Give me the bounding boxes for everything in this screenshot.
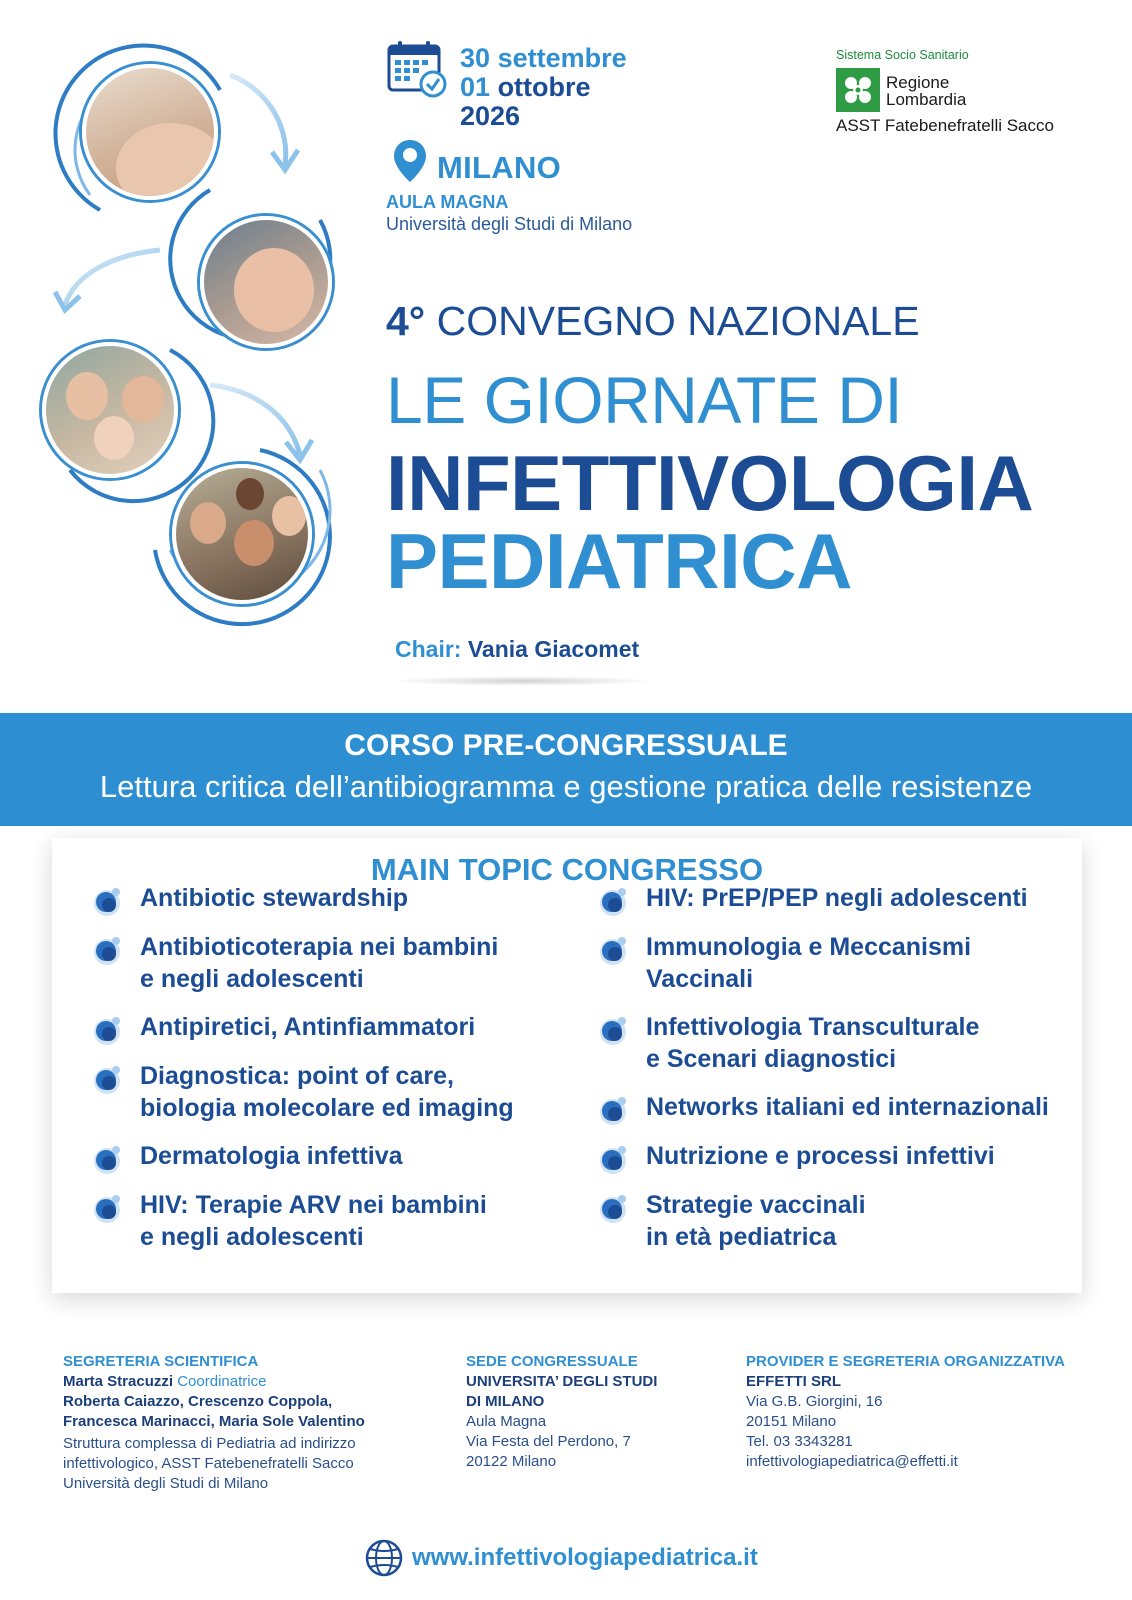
edition-text: CONVEGNO NAZIONALE (436, 298, 920, 344)
system-label: Sistema Socio Sanitario (836, 48, 969, 62)
topics-heading: MAIN TOPIC CONGRESSO (370, 852, 764, 887)
region-line2: Lombardia (886, 90, 967, 109)
topic-item (646, 1189, 866, 1253)
end-day: 01 (460, 72, 491, 102)
topic-item (646, 1140, 995, 1172)
members-line2: Francesca Marinacci, Maria Sole Valentino (63, 1413, 365, 1430)
topic-text: Antibioticoterapia nei bambini e negli adolescenti (140, 933, 499, 993)
topics-card (52, 838, 1082, 1293)
topic-text: Immunologia e Meccanismi Vaccinali (646, 933, 972, 993)
topic-text: Antibiotic stewardship (140, 884, 409, 912)
department-line3: Università degli Studi di Milano (63, 1475, 269, 1492)
topic-text: HIV: Terapie ARV nei bambini e negli adolescenti (140, 1191, 487, 1251)
topic-item (140, 1011, 475, 1043)
bullet-icon (596, 1190, 632, 1226)
bullet-icon (596, 1012, 632, 1048)
location-pin-icon (392, 138, 428, 186)
start-month: settembre (497, 43, 627, 73)
topic-item (140, 1189, 487, 1253)
coordinator-role: Coordinatrice (177, 1373, 267, 1390)
start-day: 30 (460, 43, 491, 73)
chair-line (395, 636, 639, 663)
topic-text: Diagnostica: point of care, biologia molecolare ed imaging (140, 1062, 514, 1122)
regione-lombardia-logo (836, 48, 1096, 138)
venue-city: 20122 Milano (466, 1453, 557, 1470)
topic-item (140, 1060, 514, 1124)
globe-icon (364, 1538, 404, 1578)
chair-label: Chair: (395, 636, 462, 662)
provider-name: EFFETTI SRL (746, 1373, 841, 1390)
venue-hall-footer: Aula Magna (466, 1413, 547, 1430)
venue-heading: SEDE CONGRESSUALE (466, 1353, 638, 1370)
lombardia-rose-icon (836, 68, 880, 112)
venue-name-line2: DI MILANO (466, 1393, 545, 1410)
topic-item (140, 1140, 403, 1172)
asst-name: ASST Fatebenefratelli Sacco (836, 116, 1054, 135)
bullet-icon (90, 883, 126, 919)
topic-text: Networks italiani ed internazionali (646, 1093, 1049, 1121)
venue-name-line1: UNIVERSITA’ DEGLI STUDI (466, 1373, 658, 1390)
bullet-icon (90, 1012, 126, 1048)
provider-heading: PROVIDER E SEGRETERIA ORGANIZZATIVA (746, 1353, 1065, 1370)
topic-text: Antipiretici, Antinfiammatori (140, 1013, 476, 1041)
pregnancy-photo (82, 64, 218, 200)
topic-text: Dermatologia infettiva (140, 1142, 403, 1170)
bullet-icon (90, 1190, 126, 1226)
bullet-icon (90, 1141, 126, 1177)
bullet-icon (596, 932, 632, 968)
venue-hall: AULA MAGNA (386, 192, 509, 212)
topic-text: Infettivologia Transculturale e Scenari diagnostici (646, 1013, 980, 1073)
teenagers-photo (172, 464, 312, 604)
scientific-heading: SEGRETERIA SCIENTIFICA (63, 1353, 259, 1370)
edition-number: 4° (386, 298, 426, 344)
title-line2: INFETTIVOLOGIA (386, 439, 1034, 527)
topic-item (646, 931, 971, 995)
newborn-photo (200, 216, 332, 348)
coordinator-name: Marta Stracuzzi (63, 1373, 174, 1390)
pre-course-subtitle: Lettura critica dell’antibiogramma e gestione pratica delle resistenze (99, 769, 1033, 804)
topic-text: Strategie vaccinali in età pediatrica (646, 1191, 866, 1251)
region-line1: Regione (886, 73, 950, 92)
pre-course-banner (0, 713, 1132, 826)
venue-university: Università degli Studi di Milano (386, 214, 633, 234)
topic-item (646, 882, 1028, 914)
provider-phone: Tel. 03 3343281 (746, 1433, 853, 1450)
end-month: ottobre (497, 72, 591, 102)
title-line3: PEDIATRICA (386, 517, 852, 605)
venue-address: Via Festa del Perdono, 7 (466, 1433, 631, 1450)
pre-course-heading: CORSO PRE-CONGRESSUALE (344, 729, 788, 762)
provider-address: Via G.B. Giorgini, 16 (746, 1393, 883, 1410)
title-line1: LE GIORNATE DI (386, 363, 903, 437)
topic-item (646, 1091, 1049, 1123)
bullet-icon (90, 932, 126, 968)
scientific-secretariat (63, 1352, 423, 1494)
topic-item (646, 1011, 979, 1075)
event-year: 2026 (460, 101, 521, 131)
topic-text: Nutrizione e processi infettivi (646, 1142, 995, 1170)
website-link[interactable]: www.infettivologiapediatrica.it (412, 1544, 758, 1571)
topic-item (140, 931, 498, 995)
department-line1: Struttura complessa di Pediatria ad indirizzo (63, 1435, 356, 1452)
website-footer (0, 1536, 1132, 1580)
event-city: MILANO (437, 150, 562, 185)
bullet-icon (596, 1092, 632, 1128)
provider-city: 20151 Milano (746, 1413, 837, 1430)
topic-text: HIV: PrEP/PEP negli adolescenti (646, 884, 1028, 912)
congress-venue (466, 1352, 706, 1472)
photo-collage (30, 30, 360, 640)
bullet-icon (596, 883, 632, 919)
family-photo (42, 342, 178, 478)
bullet-icon (90, 1061, 126, 1097)
chair-divider (390, 676, 655, 686)
topic-item (140, 882, 408, 914)
calendar-icon (386, 38, 448, 100)
members-line1: Roberta Caiazzo, Crescenzo Coppola, (63, 1393, 333, 1410)
event-dates (460, 44, 627, 131)
organizing-provider (746, 1352, 1116, 1472)
department-line2: infettivologico, ASST Fatebenefratelli Sacco (63, 1455, 354, 1472)
chair-name: Vania Giacomet (467, 636, 640, 662)
edition-heading (386, 298, 920, 345)
bullet-icon (596, 1141, 632, 1177)
provider-email[interactable]: infettivologiapediatrica@effetti.it (746, 1453, 958, 1470)
